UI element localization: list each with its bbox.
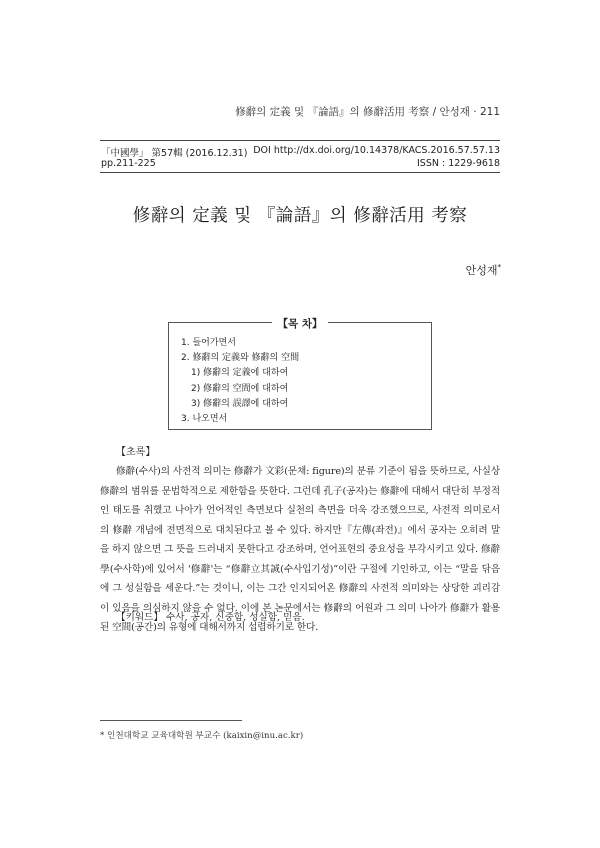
- meta-bottom-rule: [100, 172, 500, 173]
- abstract-label: 【초록】: [116, 447, 156, 458]
- toc-item: 3. 나오면서: [181, 414, 228, 425]
- footnote-rule: [100, 720, 242, 721]
- toc-item: 2) 修辭의 空間에 대하여: [191, 383, 289, 394]
- doi: DOI http://dx.doi.org/10.14378/KACS.2016.57.57.13: [253, 145, 500, 156]
- author: [466, 262, 501, 278]
- abstract-text: 修辭(수사)의 사전적 의미는 修辭가 文彩(문채: figure)의 분류 기준이 됨을 뜻하므로, 사실상 修辭의 범위를 문법학적으로 제한함을 뜻한다. 그런데 孔子(공자)는 修辭에 대해서 대단히 부정적인 태도를 취했고 나아가 언어적인 측면보다 실천의 측면을 더욱 강조했으므로, 사전적 의미로서의 修辭 개념에 전면적으로 대치된다고 볼 수 있다. 하지만『左傳(좌전)』에서 공자는 오히려 말을 하지 않으면 그 뜻을 드러내지 못한다고 강조하며, 언어표현의 중요성을 부각시키고 있다. 修辭學(수사학)에 있어서 '修辭'는 “修辭立其誠(수사입기성)”이란 구절에 기인하고, 이는 “말을 닦음에 그 성실함을 세운다.”는 것이니, 이는 그간 인지되어온 修辭의 사전적 의미와는 상당한 괴리감이 있음을 의심하지 않을 수 없다. 이에 본 논문에서는 修辭의 어원과 그 의미 나아가 修辭가 활용된 空間(공간)의 유형에 대해서까지 섭렵하기로 한다.: [100, 466, 500, 633]
- toc-item: 2. 修辭의 定義와 修辭의 空間: [181, 353, 300, 364]
- keywords: 【키워드】 수사, 공자, 신중함, 성실함, 믿음.: [116, 612, 305, 623]
- author-footnote-mark: *: [497, 263, 501, 272]
- issn: ISSN : 1229-9618: [417, 158, 500, 169]
- toc-list: [181, 336, 299, 427]
- toc-item: 3) 修辭의 誤譯에 대하여: [191, 398, 289, 409]
- page-range: pp.211-225: [101, 158, 156, 169]
- author-footnote: * 인천대학교 교육대학원 부교수 (kaixin@inu.ac.kr): [100, 731, 304, 741]
- toc-title: 【목 차】: [0, 312, 600, 331]
- toc-item: 1. 들어가면서: [181, 338, 236, 348]
- toc-item: 1) 修辭의 定義에 대하여: [191, 368, 289, 379]
- meta-top-rule: [100, 140, 500, 141]
- author-name: 안성재: [465, 264, 498, 277]
- running-head: 修辭의 定義 및 『論語』의 修辭活用 考察 / 안성재 · 211: [235, 106, 500, 118]
- journal-info: 「中國學」 第57輯 (2016.12.31): [101, 148, 248, 159]
- paper-title: 修辭의 定義 및 『論語』의 修辭活用 考察: [132, 206, 468, 226]
